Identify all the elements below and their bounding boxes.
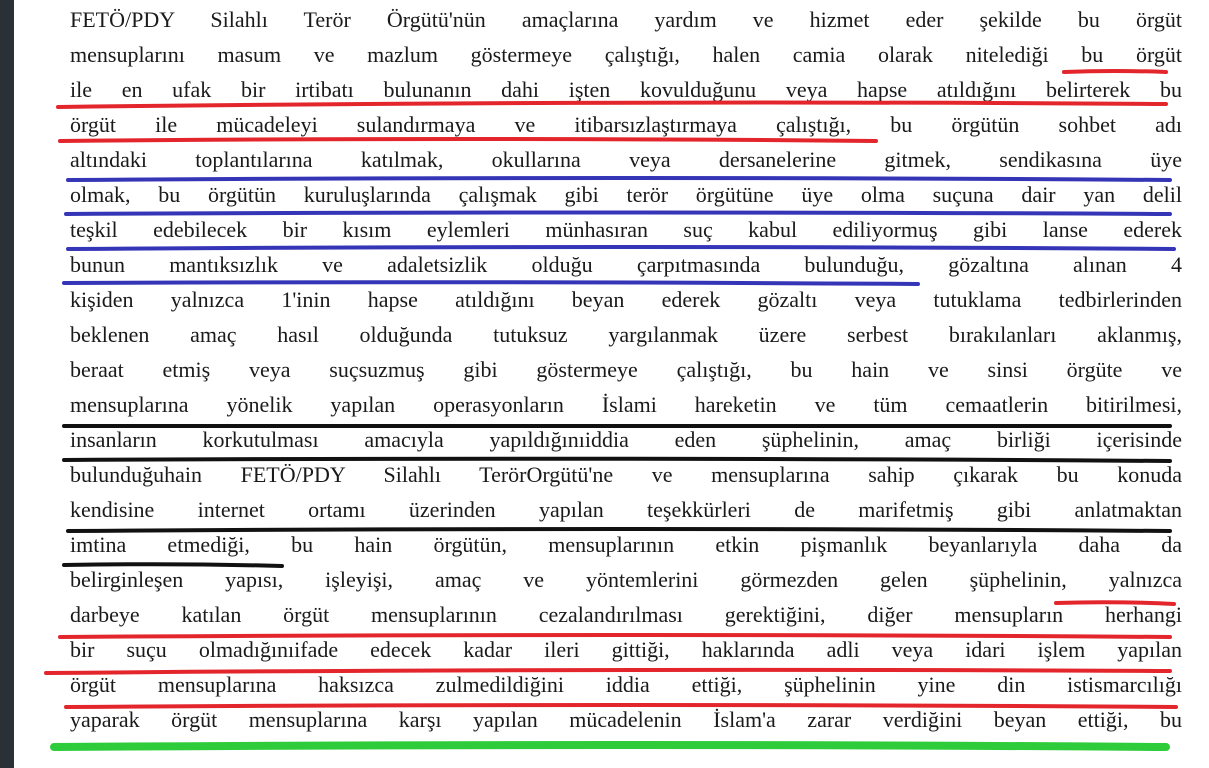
blue-underline-group: [64, 178, 1174, 284]
blue-underline: [68, 178, 1170, 180]
red-underline-group-1: [58, 71, 1166, 141]
document-line: bulunduğuhain FETÖ/PDY Silahlı TerörOrgütü'ne ve mensuplarına sahip çıkarak bu konuda: [70, 462, 1182, 487]
document-line: yaparak örgüt mensuplarına karşı yapılan mücadelenin İslam'a zarar verdiğini beyan ettiği, bu: [70, 707, 1182, 732]
document-page: [14, 0, 1199, 768]
document-line: mensuplarını masum ve mazlum göstermeye çalıştığı, halen camia olarak nitelediği bu örgüt: [70, 42, 1182, 67]
document-line: FETÖ/PDY Silahlı Terör Örgütü'nün amaçlarına yardım ve hizmet eder şekilde bu örgüt: [70, 7, 1182, 32]
red-underline: [60, 635, 1170, 637]
document-line: belirginleşen yapısı, işleyişi, amaç ve yöntemlerini görmezden gelen şüphelinin, yalnızca: [70, 567, 1182, 592]
document-line: kendisine internet ortamı üzerinden yapılan teşekkürleri de marifetmiş gibi anlatmaktan: [70, 497, 1182, 522]
document-line: mensuplarına yönelik yapılan operasyonların İslami hareketin ve tüm cemaatlerin bitirilmesi,: [70, 392, 1182, 417]
document-line: olmak, bu örgütün kuruluşlarında çalışmak gibi terör örgütüne üye olma suçuna dair yan delil: [70, 182, 1182, 207]
black-underline-group: [64, 425, 1170, 566]
document-line: beklenen amaç hasıl olduğunda tutuksuz yargılanmak üzere serbest bırakılanları aklanmış,: [70, 322, 1182, 347]
blue-underline: [64, 282, 918, 284]
document-line: ile en ufak bir irtibatı bulunanın dahi işten kovulduğunu veya hapse atıldığını belirterek bu: [70, 77, 1182, 102]
black-underline: [64, 564, 282, 566]
document-line: kişiden yalnızca 1'inin hapse atıldığını beyan ederek gözaltı veya tutuklama tedbirlerinden: [70, 287, 1182, 312]
document-line: örgüt mensuplarına haksızca zulmedildiğini iddia ettiği, şüphelinin yine din istismarcılığı: [70, 672, 1182, 697]
document-line: örgüt ile mücadeleyi sulandırmaya ve itibarsızlaştırmaya çalıştığı, bu örgütün sohbet adı: [70, 112, 1182, 137]
red-underline: [46, 670, 1170, 673]
black-underline: [64, 459, 1170, 461]
black-underline: [64, 425, 1170, 426]
document-line: bir suçu olmadığınıifade edecek kadar ileri gittiği, haklarında adli veya idari işlem yapılan: [70, 637, 1182, 662]
red-underline: [58, 103, 1166, 107]
document-line: insanların korkutulması amacıyla yapıldığınıiddia eden şüphelinin, amaç birliği içerisinde: [70, 427, 1182, 452]
document-line: beraat etmiş veya suçsuzmuş gibi göstermeye çalıştığı, bu hain ve sinsi örgüte ve: [70, 357, 1182, 382]
black-underline: [68, 529, 1170, 531]
blue-underline: [68, 247, 1174, 249]
red-underline-group-2: [46, 602, 1176, 707]
document-line: bunun mantıksızlık ve adaletsizlik olduğu çarpıtmasında bulunduğu, gözaltına alınan 4: [70, 252, 1182, 277]
document-line: imtina etmediği, bu hain örgütün, mensuplarının etkin pişmanlık beyanlarıyla daha da: [70, 532, 1182, 557]
document-line: darbeye katılan örgüt mensuplarının cezalandırılması gerektiğini, diğer mensupların herhangi: [70, 602, 1182, 627]
red-underline: [1064, 71, 1166, 72]
red-underline: [60, 139, 876, 141]
viewer-left-edge: [0, 0, 14, 768]
red-underline: [1056, 602, 1174, 604]
red-underline: [66, 705, 1176, 707]
green-underline: [54, 745, 1166, 747]
document-line: altındaki toplantılarına katılmak, okullarına veya dersanelerine gitmek, sendikasına üye: [70, 147, 1182, 172]
blue-underline: [66, 213, 1170, 215]
highlight-annotations: [14, 0, 1199, 768]
document-line: teşkil edebilecek bir kısım eylemleri münhasıran suç kabul ediliyormuş gibi lanse ederek: [70, 217, 1182, 242]
